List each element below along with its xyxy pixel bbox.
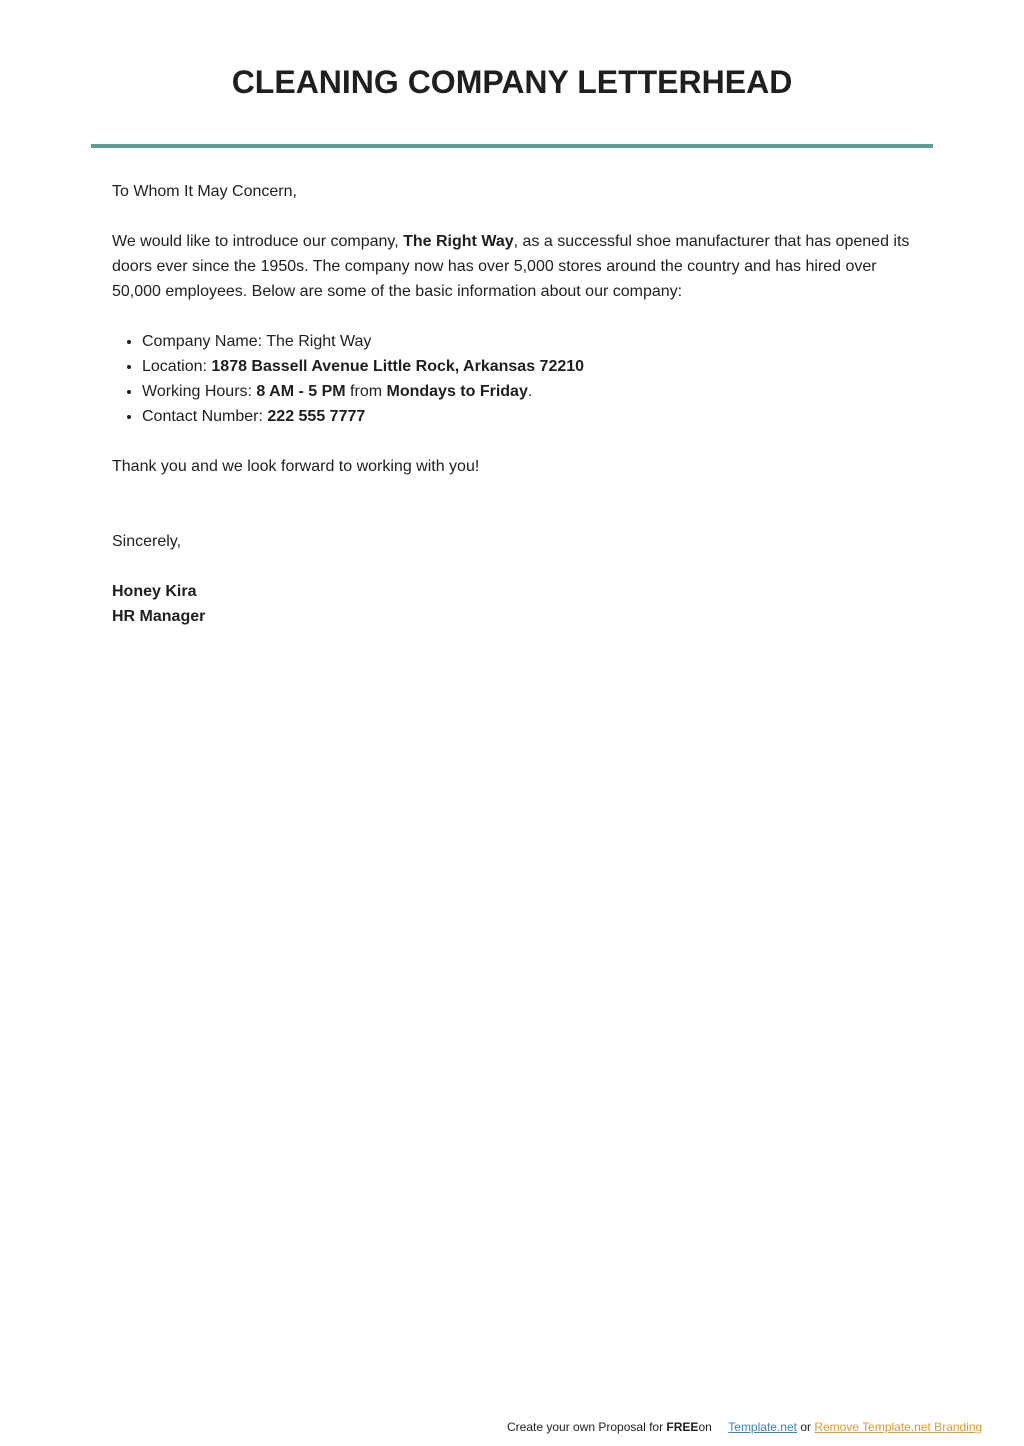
- footer-or: or: [800, 1420, 811, 1434]
- page-title: CLEANING COMPANY LETTERHEAD: [231, 64, 793, 100]
- intro-text-start: We would like to introduce our company,: [112, 233, 404, 250]
- footer-free: FREE: [666, 1420, 699, 1434]
- hours-days: Mondays to Friday: [386, 383, 528, 400]
- list-item-company-name: [142, 329, 912, 354]
- template-net-link[interactable]: Template.net: [728, 1420, 797, 1434]
- closing-line: Thank you and we look forward to working with you!: [112, 458, 480, 475]
- footer-on: on: [698, 1420, 712, 1434]
- remove-branding-link[interactable]: Remove Template.net Branding: [814, 1420, 983, 1434]
- location-value: 1878 Bassell Avenue Little Rock, Arkansas 72210: [211, 358, 585, 375]
- hours-label: Working Hours:: [142, 383, 257, 400]
- signer-name: Honey Kira: [112, 583, 197, 600]
- header-divider: [91, 144, 933, 148]
- company-info-list: [112, 329, 912, 429]
- sign-off: Sincerely,: [112, 533, 182, 550]
- company-name-label: Company Name:: [142, 333, 267, 350]
- signer-title: HR Manager: [112, 608, 206, 625]
- intro-text-end: , as a successful shoe manufacturer that has opened its doors ever since the 1950s. The company now has over 5,000 stores around the country and has hired over 50,000 employees. Below are some of the basic information about our company:: [112, 233, 910, 300]
- list-item-contact-number: [142, 404, 912, 429]
- footer-prefix: Create your own Proposal for: [507, 1420, 667, 1434]
- hours-connector: from: [345, 383, 387, 400]
- salutation: To Whom It May Concern,: [112, 183, 297, 200]
- intro-paragraph: [112, 229, 912, 304]
- contact-label: Contact Number:: [142, 408, 268, 425]
- list-item-location: [142, 354, 912, 379]
- footer-branding: [507, 1419, 982, 1435]
- hours-value: 8 AM - 5 PM: [256, 383, 346, 400]
- company-name-value: The Right Way: [266, 333, 372, 350]
- list-item-working-hours: [142, 379, 912, 404]
- location-label: Location:: [142, 358, 212, 375]
- hours-end: .: [527, 383, 533, 400]
- intro-company-name: The Right Way: [403, 233, 514, 250]
- contact-value: 222 555 7777: [267, 408, 366, 425]
